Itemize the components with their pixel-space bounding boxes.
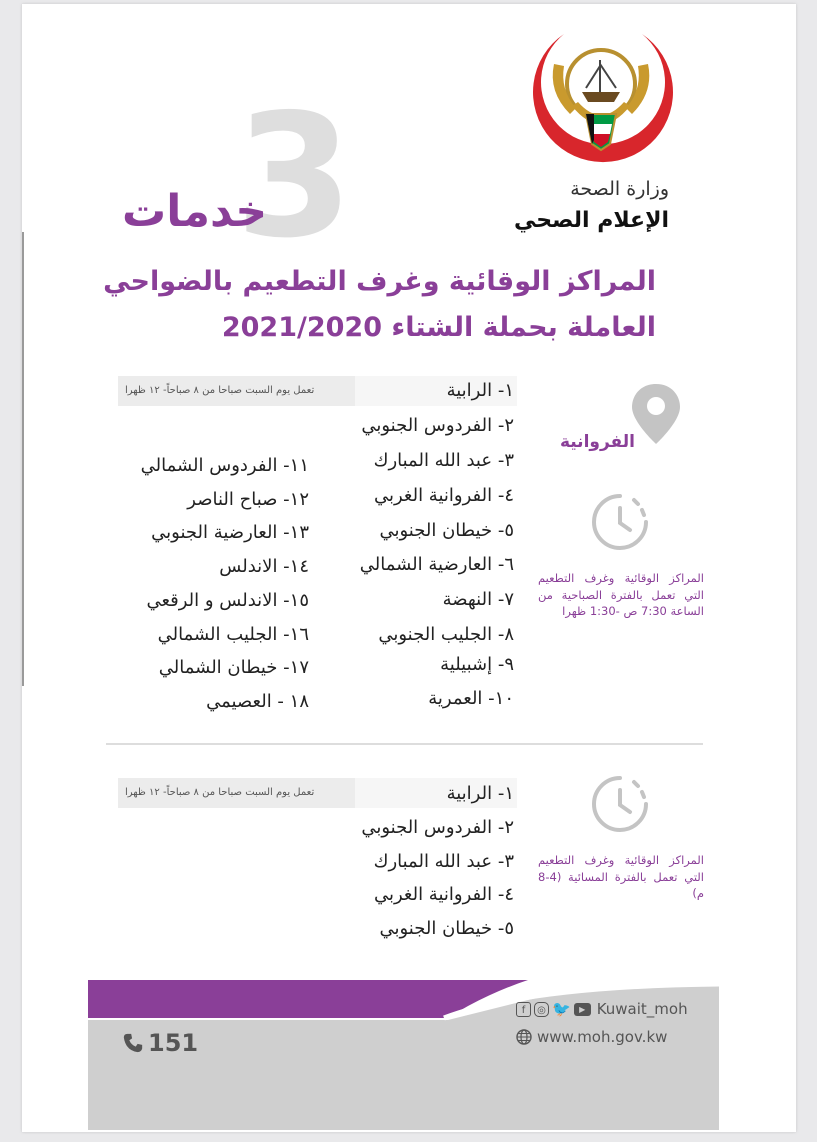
list-item: ١٦- الجليب الشمالي	[157, 624, 309, 645]
list-item: ١٨ - العصيمي	[206, 691, 309, 712]
website-row	[516, 1028, 667, 1046]
evening-hours-note: المراكز الوقائية وغرف التطعيم التي تعمل بالفترة المسائية (4-8 م)	[538, 853, 704, 901]
website-link[interactable]: www.moh.gov.kw	[537, 1028, 668, 1046]
instagram-icon[interactable]: ◎	[534, 1002, 549, 1017]
saturday-note-morning: تعمل يوم السبت صباحا من ٨ صباحاً- ١٢ ظهرا	[125, 385, 315, 396]
list-item: ٢- الفردوس الجنوبي	[361, 817, 514, 838]
globe-icon	[516, 1029, 532, 1045]
list-item: ١- الرابية	[446, 380, 514, 401]
location-pin-icon	[628, 382, 684, 446]
clock-icon	[588, 490, 652, 554]
list-item: ٦- العارضية الشمالي	[359, 554, 514, 575]
social-media-row	[516, 1000, 688, 1018]
list-item: ١- الرابية	[446, 783, 514, 804]
list-item: ٣- عبد الله المبارك	[373, 450, 514, 471]
title-line-2: العاملة بحملة الشتاء 2021/2020	[221, 312, 656, 343]
social-handle[interactable]: Kuwait_moh	[596, 1000, 688, 1018]
hotline	[122, 1029, 198, 1057]
list-item: ١٧- خيطان الشمالي	[158, 657, 309, 678]
list-item: ٣- عبد الله المبارك	[373, 851, 514, 872]
list-item: ١٠- العمرية	[428, 688, 514, 709]
edge-line	[22, 232, 24, 686]
services-heading: خدمات	[122, 186, 268, 237]
list-item: ١١- الفردوس الشمالي	[140, 455, 309, 476]
list-item: ٢- الفردوس الجنوبي	[361, 415, 514, 436]
big-number-three: 3	[235, 78, 354, 276]
list-item: ٤- الفروانية الغربي	[373, 884, 514, 905]
section-divider	[106, 743, 703, 745]
facebook-icon[interactable]: f	[516, 1002, 531, 1017]
twitter-icon[interactable]: 🐦	[552, 1000, 571, 1018]
list-item: ٧- النهضة	[442, 589, 514, 610]
list-item: ٥- خيطان الجنوبي	[379, 918, 514, 939]
list-item: ٩- إشبيلية	[440, 654, 514, 675]
morning-hours-note: المراكز الوقائية وغرف التطعيم التي تعمل بالفترة الصباحية من الساعة 7:30 ص -1:30 ظهرا	[538, 571, 704, 619]
department-name: الإعلام الصحي	[513, 208, 669, 233]
list-item: ١٣- العارضية الجنوبي	[151, 522, 309, 543]
kuwait-emblem-icon	[524, 22, 678, 172]
saturday-note-evening: تعمل يوم السبت صباحا من ٨ صباحاً- ١٢ ظهرا	[125, 787, 315, 798]
list-item: ١٤- الاندلس	[219, 556, 309, 577]
phone-icon	[122, 1032, 144, 1054]
list-item: ١٢- صباح الناصر	[187, 489, 309, 510]
list-item: ٨- الجليب الجنوبي	[378, 624, 514, 645]
ministry-name: وزارة الصحة	[570, 178, 669, 200]
list-item: ٥- خيطان الجنوبي	[379, 520, 514, 541]
governorate-label: الفروانية	[559, 432, 635, 452]
list-item: ١٥- الاندلس و الرقعي	[146, 590, 309, 611]
list-item: ٤- الفروانية الغربي	[373, 485, 514, 506]
youtube-icon[interactable]: ▶	[574, 1003, 591, 1016]
clock-icon	[588, 772, 652, 836]
hotline-number[interactable]: 151	[148, 1029, 199, 1057]
title-line-1: المراكز الوقائية وغرف التطعيم بالضواحي	[103, 266, 656, 297]
